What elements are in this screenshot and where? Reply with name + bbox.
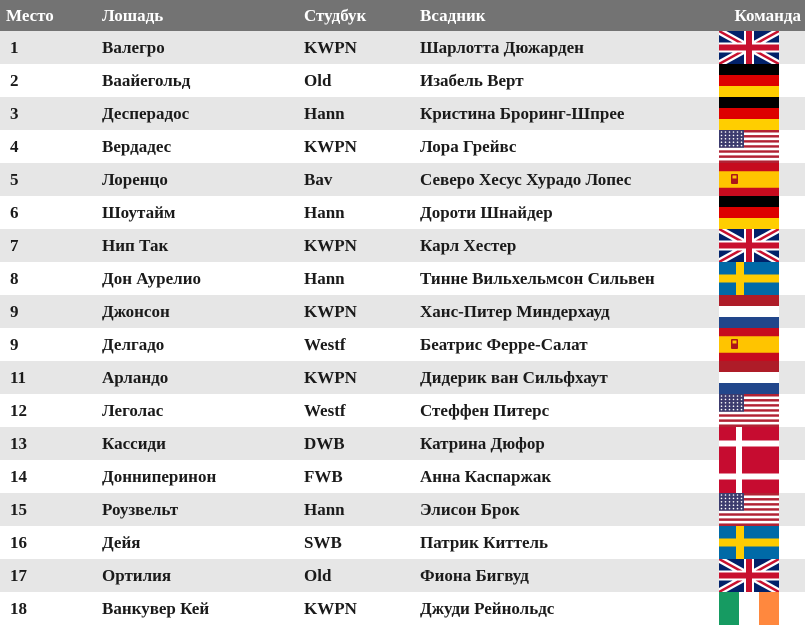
team-cell xyxy=(710,262,805,295)
team-cell xyxy=(710,64,805,97)
team-cell xyxy=(710,229,805,262)
horse-cell: Кассиди xyxy=(102,433,166,453)
rider-cell: Элисон Брок xyxy=(420,499,520,519)
place-cell: 2 xyxy=(10,70,19,90)
gb-flag-icon xyxy=(719,559,779,592)
place-cell: 14 xyxy=(10,466,27,486)
place-cell: 15 xyxy=(10,499,27,519)
studbook-cell: Old xyxy=(304,565,332,585)
horse-cell: Делгадо xyxy=(102,334,165,354)
horse-cell: Вердадес xyxy=(102,136,172,156)
place-cell: 8 xyxy=(10,268,19,288)
header-rider: Всадник xyxy=(420,5,486,25)
place-cell: 6 xyxy=(10,202,19,222)
horse-cell: Нип Так xyxy=(102,235,169,255)
studbook-cell: Hann xyxy=(304,268,345,288)
de-flag-icon xyxy=(719,97,779,130)
dk-flag-icon xyxy=(719,427,779,460)
team-cell xyxy=(710,493,805,526)
gb-flag-icon xyxy=(719,31,779,64)
studbook-cell: DWB xyxy=(304,433,345,453)
studbook-cell: KWPN xyxy=(304,598,357,618)
header-horse: Лошадь xyxy=(102,5,164,25)
place-cell: 9 xyxy=(10,301,19,321)
table-row xyxy=(0,592,805,625)
table-row xyxy=(0,427,805,460)
place-cell: 9 xyxy=(10,334,19,354)
team-cell xyxy=(710,196,805,229)
horse-cell: Лоренцо xyxy=(102,169,168,189)
table-row xyxy=(0,229,805,262)
us-flag-icon xyxy=(719,130,779,163)
place-cell: 5 xyxy=(10,169,19,189)
studbook-cell: Bav xyxy=(304,169,333,189)
rider-cell: Ханс-Питер Миндерхауд xyxy=(420,301,610,321)
rider-cell: Карл Хестер xyxy=(420,235,517,255)
studbook-cell: KWPN xyxy=(304,37,357,57)
horse-cell: Дон Аурелио xyxy=(102,268,202,288)
place-cell: 18 xyxy=(10,598,27,618)
table-row xyxy=(0,196,805,229)
studbook-cell: Hann xyxy=(304,103,345,123)
table-body xyxy=(0,31,805,625)
place-cell: 3 xyxy=(10,103,19,123)
place-cell: 1 xyxy=(10,37,19,57)
horse-cell: Донниперинон xyxy=(102,466,217,486)
rider-cell: Патрик Киттель xyxy=(420,532,549,552)
studbook-cell: Hann xyxy=(304,202,345,222)
table-row xyxy=(0,163,805,196)
table-row xyxy=(0,130,805,163)
rider-cell: Северо Хесус Хурадо Лопес xyxy=(420,169,632,189)
team-cell xyxy=(710,526,805,559)
header-row xyxy=(0,0,805,31)
dk-flag-icon xyxy=(719,460,779,493)
horse-cell: Ваайегольд xyxy=(102,70,191,90)
table-row xyxy=(0,526,805,559)
rider-cell: Джуди Рейнольдс xyxy=(420,598,555,618)
rider-cell: Стеффен Питерс xyxy=(420,400,550,420)
horse-cell: Шоутайм xyxy=(102,202,176,222)
studbook-cell: Westf xyxy=(304,400,346,420)
studbook-cell: KWPN xyxy=(304,136,357,156)
team-cell xyxy=(710,295,805,328)
rider-cell: Фиона Бигвуд xyxy=(420,565,529,585)
es-flag-icon xyxy=(719,328,779,361)
studbook-cell: KWPN xyxy=(304,367,357,387)
team-cell xyxy=(710,31,805,64)
horse-cell: Дейя xyxy=(102,532,141,552)
studbook-cell: KWPN xyxy=(304,301,357,321)
rider-cell: Лора Грейвс xyxy=(420,136,517,156)
rider-cell: Кристина Броринг-Шпрее xyxy=(420,103,625,123)
table-row xyxy=(0,559,805,592)
place-cell: 11 xyxy=(10,367,27,387)
header-team: Команда xyxy=(734,5,801,25)
place-cell: 4 xyxy=(10,136,19,156)
place-cell: 17 xyxy=(10,565,27,585)
us-flag-icon xyxy=(719,394,779,427)
se-flag-icon xyxy=(719,526,779,559)
horse-cell: Ванкувер Кей xyxy=(102,598,210,618)
rider-cell: Шарлотта Дюжарден xyxy=(420,37,584,57)
rider-cell: Дидерик ван Сильфхаут xyxy=(420,367,608,387)
studbook-cell: Westf xyxy=(304,334,346,354)
team-cell xyxy=(710,97,805,130)
horse-cell: Десперадос xyxy=(102,103,190,123)
team-cell xyxy=(710,394,805,427)
table-row xyxy=(0,493,805,526)
rider-cell: Тинне Вильхельмсон Сильвен xyxy=(420,268,655,288)
table-row xyxy=(0,262,805,295)
place-cell: 12 xyxy=(10,400,27,420)
table-row xyxy=(0,31,805,64)
ie-flag-icon xyxy=(719,592,779,625)
studbook-cell: FWB xyxy=(304,466,343,486)
rider-cell: Изабель Верт xyxy=(420,70,524,90)
studbook-cell: SWB xyxy=(304,532,342,552)
header-place: Место xyxy=(6,5,54,25)
horse-cell: Валегро xyxy=(102,37,165,57)
team-cell xyxy=(710,559,805,592)
team-cell xyxy=(710,592,805,625)
team-cell xyxy=(710,427,805,460)
table-row xyxy=(0,361,805,394)
rider-cell: Беатрис Ферре-Салат xyxy=(420,334,588,354)
horse-cell: Джонсон xyxy=(102,301,170,321)
table-row xyxy=(0,394,805,427)
nl-flag-icon xyxy=(719,361,779,394)
place-cell: 7 xyxy=(10,235,19,255)
table-row xyxy=(0,64,805,97)
horse-cell: Роузвельт xyxy=(102,499,179,519)
rider-cell: Катрина Дюфор xyxy=(420,433,545,453)
place-cell: 13 xyxy=(10,433,27,453)
studbook-cell: Hann xyxy=(304,499,345,519)
studbook-cell: Old xyxy=(304,70,332,90)
es-flag-icon xyxy=(719,163,779,196)
horse-cell: Ортилия xyxy=(102,565,172,585)
team-cell xyxy=(710,361,805,394)
horse-cell: Леголас xyxy=(102,400,164,420)
team-cell xyxy=(710,328,805,361)
rider-cell: Дороти Шнайдер xyxy=(420,202,553,222)
table-row xyxy=(0,97,805,130)
team-cell xyxy=(710,130,805,163)
table-row xyxy=(0,460,805,493)
rider-cell: Анна Каспаржак xyxy=(420,466,552,486)
place-cell: 16 xyxy=(10,532,27,552)
header-studbook: Студбук xyxy=(304,5,367,25)
table-row xyxy=(0,295,805,328)
team-cell xyxy=(710,163,805,196)
nl-flag-icon xyxy=(719,295,779,328)
team-cell xyxy=(710,460,805,493)
horse-cell: Арландо xyxy=(102,367,169,387)
de-flag-icon xyxy=(719,64,779,97)
studbook-cell: KWPN xyxy=(304,235,357,255)
table-row xyxy=(0,328,805,361)
gb-flag-icon xyxy=(719,229,779,262)
us-flag-icon xyxy=(719,493,779,526)
se-flag-icon xyxy=(719,262,779,295)
de-flag-icon xyxy=(719,196,779,229)
